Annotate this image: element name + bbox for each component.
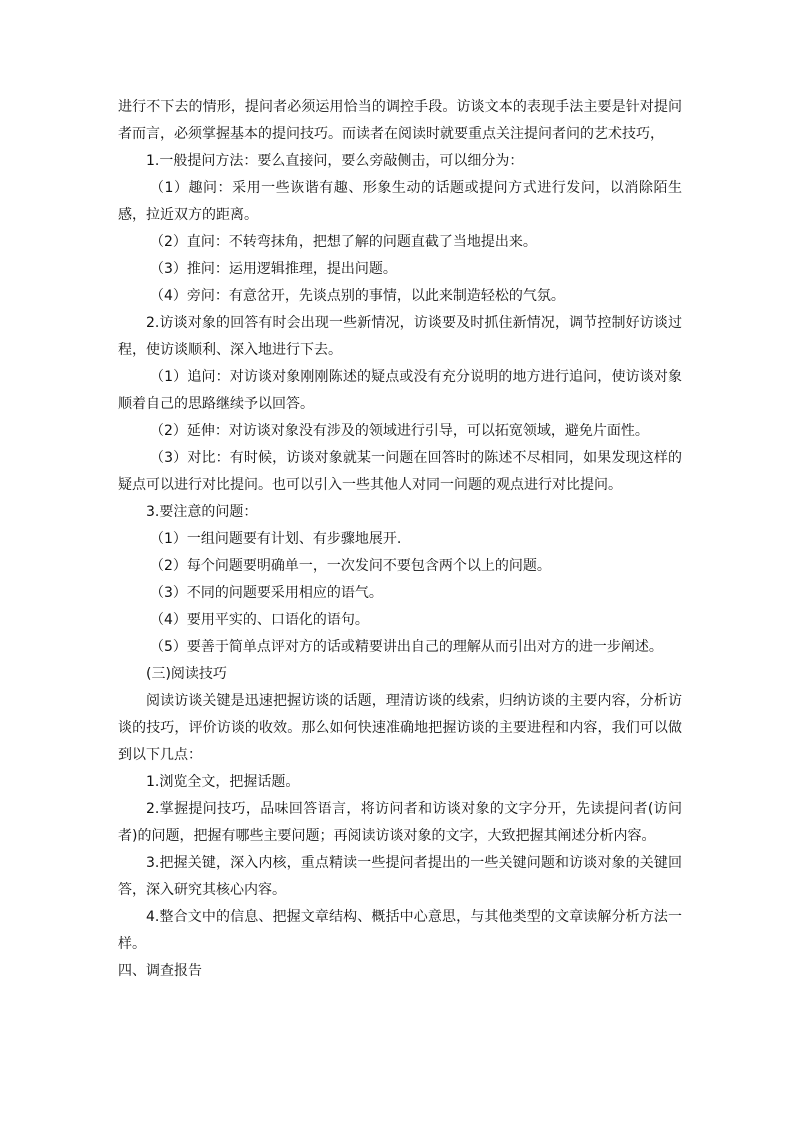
section-heading-reading-skills: (三)阅读技巧 bbox=[146, 666, 227, 682]
list-item: （3）不同的问题要采用相应的语气。 bbox=[150, 585, 383, 601]
list-item: 3.把握关键，深入内核，重点精读一些提问者提出的一些关键问题和访谈对象的关键回答，深入研究其核心内容。 bbox=[118, 855, 682, 898]
section-heading-survey-report: 四、调查报告 bbox=[118, 963, 202, 979]
list-item: （1）趣问：采用一些诙谐有趣、形象生动的话题或提问方式进行发问，以消除陌生感，拉近双方的距离。 bbox=[118, 180, 682, 223]
list-item: （5）要善于简单点评对方的话或精要讲出自己的理解从而引出对方的进一步阐述。 bbox=[150, 639, 663, 655]
list-item: （2）直问：不转弯抹角，把想了解的问题直截了当地提出来。 bbox=[150, 234, 537, 250]
paragraph-notes-heading: 3.要注意的问题： bbox=[146, 504, 258, 520]
paragraph-method-heading: 1.一般提问方法：要么直接问，要么旁敲侧击，可以细分为： bbox=[146, 153, 524, 169]
list-item: （2）每个问题要明确单一，一次发问不要包含两个以上的问题。 bbox=[150, 558, 551, 574]
list-item: 2.掌握提问技巧，品味回答语言，将访问者和访谈对象的文字分开，先读提问者(访问者)的问题，把握有哪些主要问题；再阅读访谈对象的文字，大致把握其阐述分析内容。 bbox=[118, 801, 682, 844]
list-item: （4）要用平实的、口语化的语句。 bbox=[150, 612, 369, 628]
paragraph: 阅读访谈关键是迅速把握访谈的话题，理清访谈的线索，归纳访谈的主要内容，分析访谈的技巧，评价访谈的收效。那么如何快速准确地把握访谈的主要进程和内容，我们可以做到以下几点： bbox=[118, 693, 682, 763]
list-item: 4.整合文中的信息、把握文章结构、概括中心意思，与其他类型的文章读解分析方法一样。 bbox=[118, 909, 682, 952]
list-item: （1）一组问题要有计划、有步骤地展开. bbox=[150, 531, 402, 547]
list-item: （3）推问：运用逻辑推理，提出问题。 bbox=[150, 261, 397, 277]
list-item: （1）追问：对访谈对象刚刚陈述的疑点或没有充分说明的地方进行追问，使访谈对象顺着自己的思路继续予以回答。 bbox=[118, 369, 682, 412]
list-item: 1.浏览全文，把握话题。 bbox=[146, 774, 300, 790]
document-body bbox=[118, 94, 682, 985]
paragraph: 2.访谈对象的回答有时会出现一些新情况，访谈要及时抓住新情况，调节控制好访谈过程，使访谈顺利、深入地进行下去。 bbox=[118, 315, 682, 358]
list-item: （4）旁问：有意岔开，先谈点别的事情，以此来制造轻松的气氛。 bbox=[150, 288, 565, 304]
list-item: （3）对比：有时候，访谈对象就某一问题在回答时的陈述不尽相同，如果发现这样的疑点可以进行对比提问。也可以引入一些其他人对同一问题的观点进行对比提问。 bbox=[118, 450, 682, 493]
paragraph: 进行不下去的情形，提问者必须运用恰当的调控手段。访谈文本的表现手法主要是针对提问者而言，必须掌握基本的提问技巧。而读者在阅读时就要重点关注提问者问的艺术技巧， bbox=[118, 99, 682, 142]
list-item: （2）延伸：对访谈对象没有涉及的领域进行引导，可以拓宽领域，避免片面性。 bbox=[150, 423, 649, 439]
